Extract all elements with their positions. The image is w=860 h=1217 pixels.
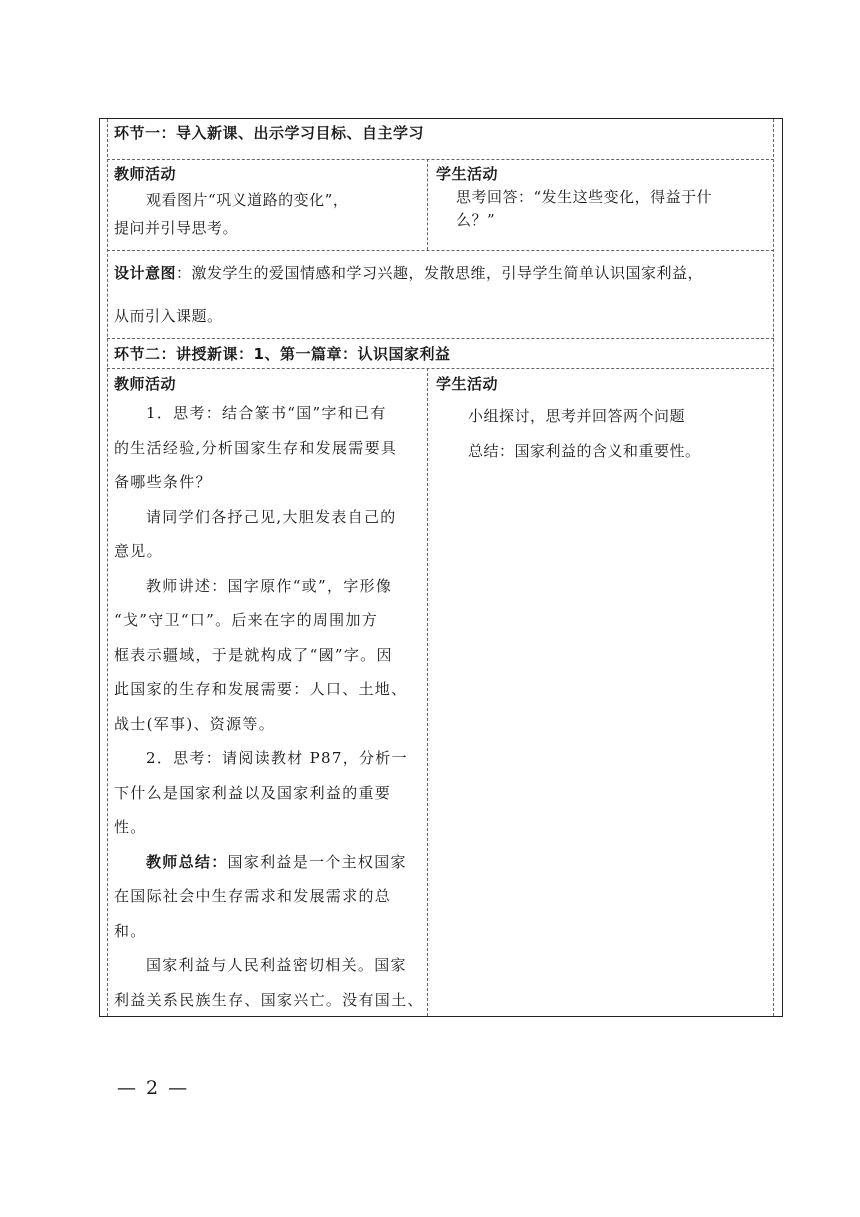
teacher-activity-body: [114, 396, 426, 1017]
teacher-summary-label: 教师总结：: [146, 852, 228, 871]
paragraph-line: 教师讲述：国字原作“或”，字形像: [146, 576, 393, 595]
table-divider: [107, 159, 774, 160]
paragraph-line: 和。: [114, 921, 147, 940]
page-number: — 2 —: [117, 1077, 190, 1099]
paragraph-line: 性。: [114, 818, 147, 836]
column-divider: [427, 159, 428, 250]
paragraph-line: 在国际社会中生存需求和发展需求的总: [114, 887, 392, 905]
teacher-activity-heading: 教师活动: [114, 375, 177, 393]
design-intent-text: ：激发学生的爱国情感和学习兴趣，发散思维，引导学生简单认识国家利益，: [176, 264, 704, 282]
paragraph-line: 2．思考：请阅读教材 P87，分析一: [146, 749, 408, 767]
teacher-activity-text: 提问并引导思考。: [114, 219, 239, 237]
paragraph-line: 框表示疆域，于是就构成了“國”字。因: [114, 645, 393, 664]
student-activity-heading: 学生活动: [436, 165, 499, 183]
student-activity-heading: 学生活动: [436, 375, 499, 393]
table-divider: [107, 250, 774, 251]
teacher-activity-text: 观看图片“巩义道路的变化”，: [146, 191, 349, 209]
paragraph-line: “戈”守卫“口”。后来在字的周围加方: [114, 611, 379, 629]
column-divider: [427, 368, 428, 1016]
paragraph-line: 备哪些条件？: [114, 473, 212, 491]
student-activity-text: 总结：国家利益的含义和重要性。: [468, 442, 701, 460]
teacher-summary-text: 国家利益是一个主权国家: [227, 852, 407, 871]
design-intent-line: 从而引入课题。: [114, 307, 223, 325]
teacher-activity-heading: 教师活动: [114, 165, 177, 183]
paragraph-line: 请同学们各抒己见,大胆发表自己的: [146, 507, 397, 526]
section2-title: 环节二：讲授新课：1、第一篇章：认识国家利益: [114, 345, 451, 363]
paragraph-line: 的生活经验,分析国家生存和发展需要具: [114, 438, 398, 457]
student-activity-text: 思考回答：“发生这些变化，得益于什: [456, 188, 713, 206]
paragraph-line: 意见。: [114, 542, 163, 560]
table-divider: [107, 338, 774, 339]
student-activity-text: 么？”: [456, 211, 496, 229]
student-activity-text: 小组探讨，思考并回答两个问题: [468, 407, 686, 425]
design-intent-label: 设计意图: [114, 264, 177, 282]
table-divider: [107, 368, 774, 369]
paragraph-line: 利益关系民族生存、国家兴亡。没有国土、: [114, 990, 424, 1009]
paragraph-line: 国家利益与人民利益密切相关。国家: [146, 956, 407, 974]
paragraph-line: 1．思考：结合篆书“国”字和已有: [146, 404, 387, 422]
design-intent-line: [114, 262, 703, 283]
section1-title: 环节一：导入新课、出示学习目标、自主学习: [114, 124, 425, 142]
paragraph-line: [114, 845, 426, 880]
paragraph-line: 此国家的生存和发展需要：人口、土地、: [114, 680, 408, 698]
paragraph-line: 战士(军事)、资源等。: [114, 714, 276, 733]
paragraph-line: 下什么是国家利益以及国家利益的重要: [114, 783, 392, 802]
